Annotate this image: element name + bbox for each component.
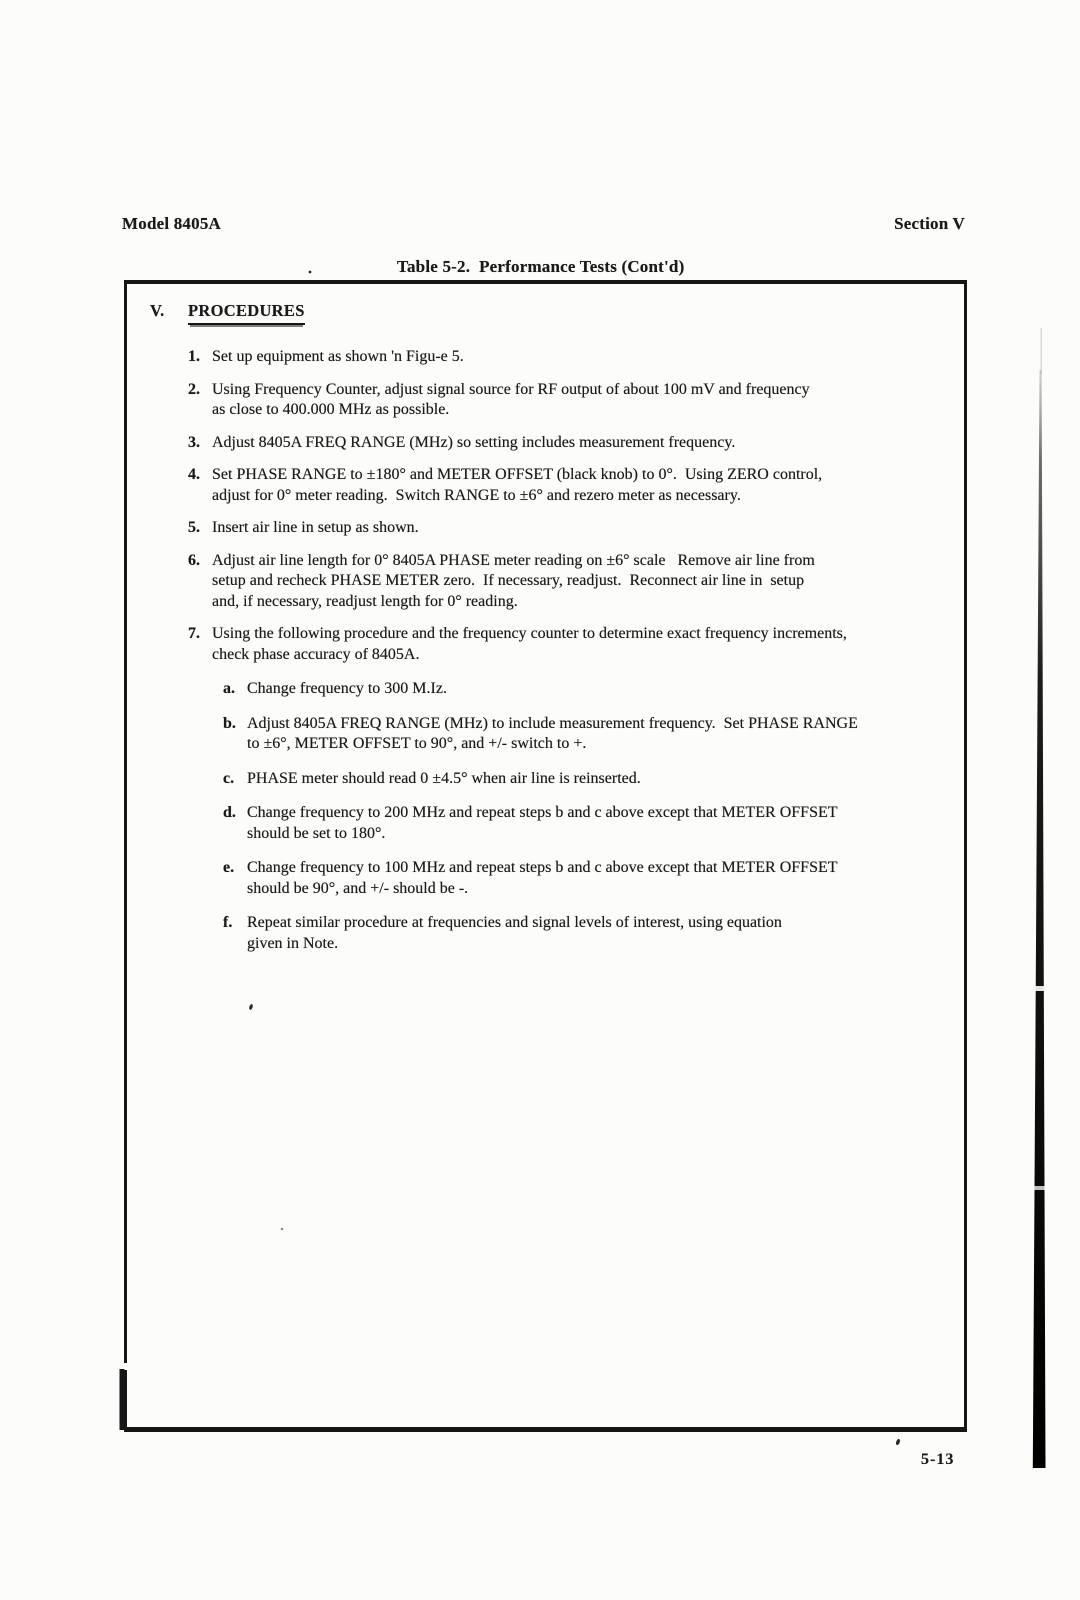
performance-tests-box xyxy=(124,280,967,1432)
step-text xyxy=(212,624,847,665)
step-text-line: check phase accuracy of 8405A. xyxy=(212,645,420,663)
step-text xyxy=(247,858,838,899)
procedure-step xyxy=(223,913,964,954)
procedure-step xyxy=(188,433,964,454)
procedure-step xyxy=(188,551,964,613)
step-text-line: setup and recheck PHASE METER zero. If necessary, readjust. Reconnect air line in setup xyxy=(212,572,805,589)
ink-speck xyxy=(309,271,312,274)
step-label: c. xyxy=(223,769,235,787)
step-text-line: Adjust air line length for 0° 8405A PHASE meter reading on ±6° scale Remove air line from xyxy=(212,551,815,569)
procedure-step xyxy=(223,714,964,755)
step-label: b. xyxy=(223,714,236,732)
step-label: a. xyxy=(223,680,235,697)
step-text xyxy=(247,714,858,755)
procedure-step xyxy=(188,347,964,368)
procedure-step xyxy=(188,518,964,539)
page-header xyxy=(122,214,965,234)
procedure-step xyxy=(188,624,964,665)
step-text-line: Adjust 8405A FREQ RANGE (MHz) so setting includes measurement frequency. xyxy=(212,433,736,451)
step-text-line: Change frequency to 300 M.Iz. xyxy=(247,680,447,697)
table-title: Table 5-2. Performance Tests (Cont'd) xyxy=(397,257,685,276)
step-text-line: Change frequency to 100 MHz and repeat steps b and c above except that METER OFFSET xyxy=(247,859,838,876)
procedure-steps-list xyxy=(188,347,964,665)
step-text-line: to ±6°, METER OFFSET to 90°, and +/- switch to +. xyxy=(247,735,587,752)
step-text-line: adjust for 0° meter reading. Switch RANGE to ±6° and rezero meter as necessary. xyxy=(212,486,741,504)
step-label: 3. xyxy=(188,433,200,451)
section-label: Section V xyxy=(894,214,965,233)
step-label: 7. xyxy=(188,625,200,642)
procedure-step xyxy=(223,679,964,700)
page-number: 5-13 xyxy=(921,1451,955,1468)
step-text-line: Insert air line in setup as shown. xyxy=(212,519,419,536)
ink-speck-comma xyxy=(895,1438,901,1445)
step-text-line: and, if necessary, readjust length for 0° reading. xyxy=(212,592,518,610)
step-label: d. xyxy=(223,804,236,821)
step-text xyxy=(247,769,641,790)
procedure-step xyxy=(188,380,964,421)
procedures-section-letter: V. xyxy=(150,301,165,320)
step-text-line: should be set to 180°. xyxy=(247,824,386,842)
step-text-line: Set PHASE RANGE to ±180° and METER OFFSET (black knob) to 0°. Using ZERO control, xyxy=(212,466,823,483)
streak-nick xyxy=(1033,986,1045,991)
step-text xyxy=(247,679,447,700)
step-label: f. xyxy=(223,914,233,931)
step-label: 5. xyxy=(188,519,200,536)
step-text xyxy=(247,913,782,954)
streak-nick xyxy=(1034,1186,1046,1190)
step-text-line: should be 90°, and +/- should be -. xyxy=(247,879,469,897)
step-text-line: given in Note. xyxy=(247,934,339,952)
procedure-step xyxy=(223,769,964,790)
step-label: 6. xyxy=(188,551,200,569)
procedures-title: PROCEDURES xyxy=(188,301,305,325)
step-text-line: Change frequency to 200 MHz and repeat steps b and c above except that METER OFFSET xyxy=(247,804,838,821)
procedures-heading xyxy=(150,301,964,325)
step-text-line: as close to 400.000 MHz as possible. xyxy=(212,401,450,418)
scan-streak-faint-top xyxy=(1041,328,1042,374)
step-text xyxy=(212,551,815,613)
procedure-step xyxy=(188,465,964,506)
step-text xyxy=(212,465,822,506)
step-text-line: Set up equipment as shown 'n Figu-e 5. xyxy=(212,348,464,365)
step-label: e. xyxy=(223,859,235,876)
model-number-label: Model 8405A xyxy=(122,214,221,233)
step-text xyxy=(212,347,464,368)
procedure-substeps-list xyxy=(223,679,964,954)
step-text-line: Repeat similar procedure at frequencies and signal levels of interest, using equation xyxy=(247,914,782,931)
step-text xyxy=(212,518,419,539)
step-text-line: Using the following procedure and the frequency counter to determine exact frequency increments, xyxy=(212,625,847,642)
procedure-step xyxy=(223,858,964,899)
step-text xyxy=(212,433,735,454)
procedure-step xyxy=(223,803,964,844)
step-label: 4. xyxy=(188,466,200,483)
step-label: 2. xyxy=(188,380,200,398)
step-text-line: PHASE meter should read 0 ±4.5° when air line is reinserted. xyxy=(247,769,641,787)
step-label: 1. xyxy=(188,348,200,365)
step-text-line: Using Frequency Counter, adjust signal source for RF output of about 100 mV and frequency xyxy=(212,380,810,398)
scan-binding-streak xyxy=(1033,370,1046,1468)
step-text-line: Adjust 8405A FREQ RANGE (MHz) to include measurement frequency. Set PHASE RANGE xyxy=(247,714,858,732)
step-text xyxy=(247,803,838,844)
step-text xyxy=(212,380,810,421)
